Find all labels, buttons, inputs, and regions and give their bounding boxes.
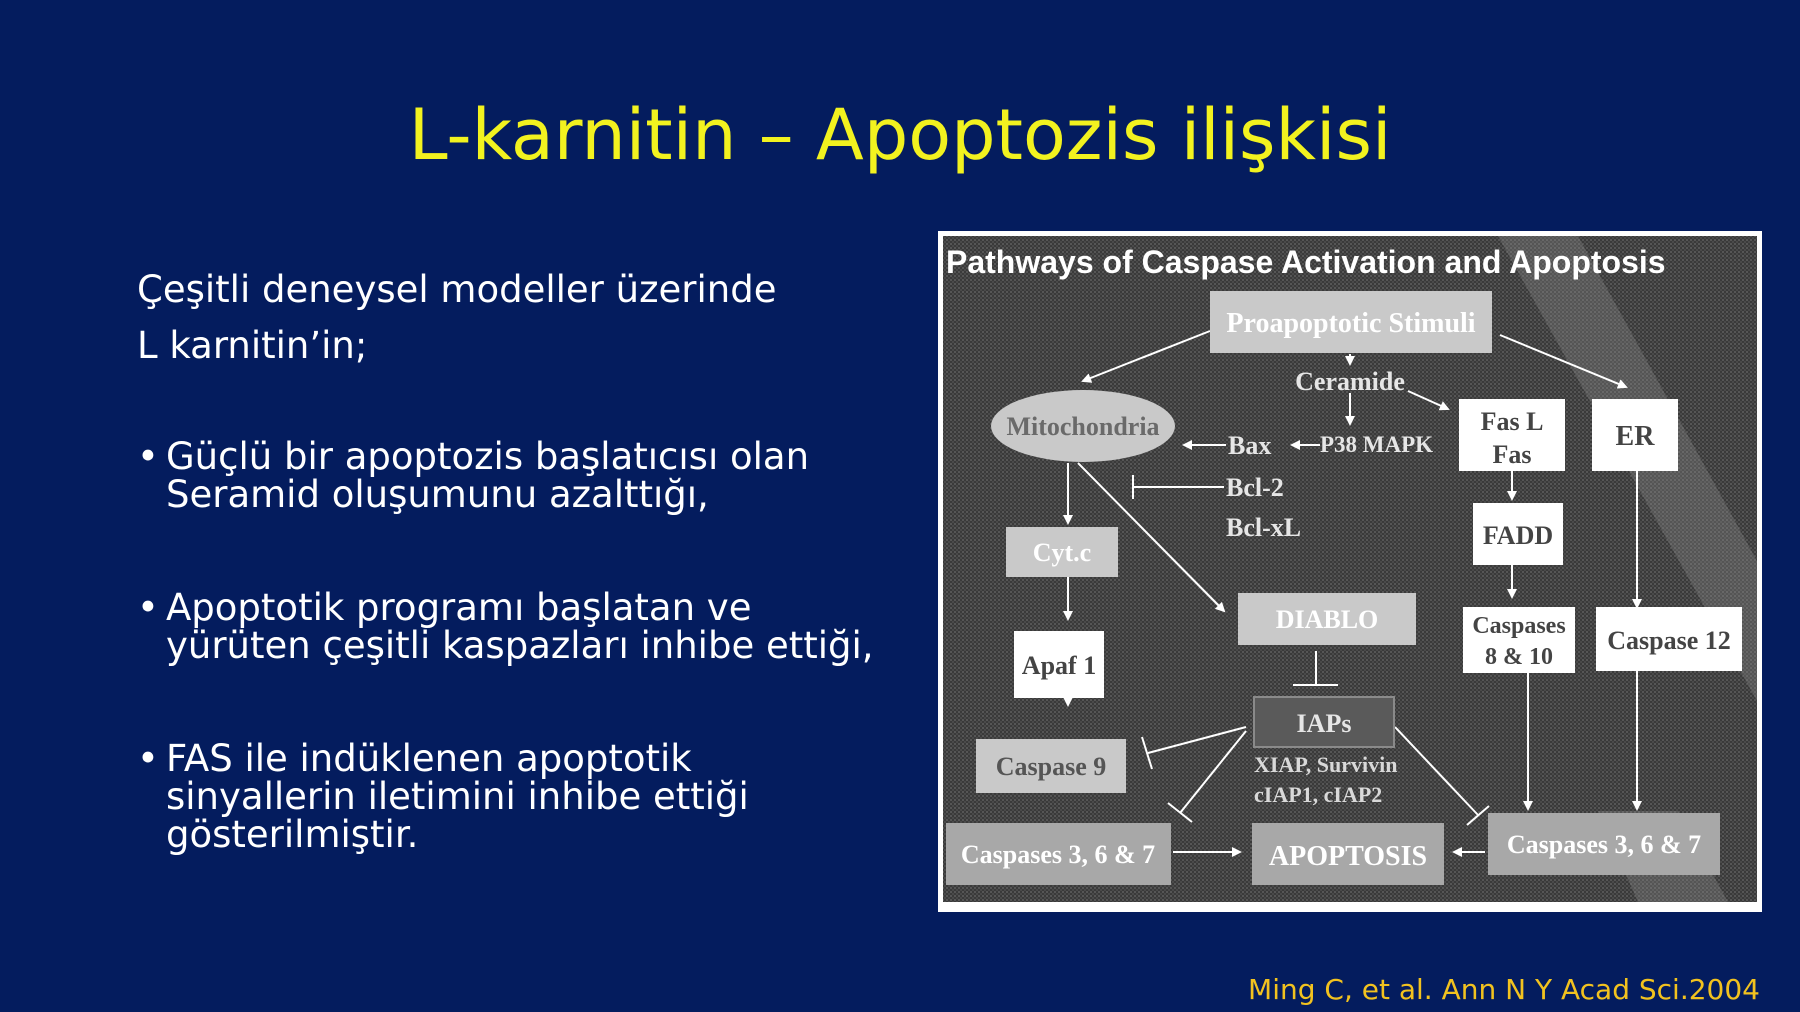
svg-text:Caspases: Caspases: [1472, 613, 1566, 639]
node-diablo: [1238, 593, 1416, 645]
node-apaf1: [1014, 631, 1104, 698]
svg-text:IAPs: IAPs: [1296, 709, 1352, 738]
iaps-members-2: cIAP1, cIAP2: [1254, 782, 1383, 807]
node-fadd: [1473, 503, 1563, 565]
node-er: [1592, 399, 1678, 471]
svg-text:Mitochondria: Mitochondria: [1006, 412, 1160, 441]
svg-text:Cyt.c: Cyt.c: [1032, 538, 1092, 567]
node-apoptosis: [1252, 823, 1444, 885]
node-bcl2: Bcl-2: [1226, 473, 1284, 502]
slide-title: L-karnitin – Apoptozis ilişkisi: [408, 94, 1392, 176]
node-bclxl: Bcl-xL: [1226, 513, 1302, 542]
svg-text:Caspases 3, 6 & 7: Caspases 3, 6 & 7: [960, 840, 1156, 869]
svg-text:Apaf 1: Apaf 1: [1021, 651, 1097, 680]
node-iaps: [1254, 697, 1394, 747]
bullet-list: [137, 435, 877, 929]
bullet-fas: • FAS ile indüklenen apoptotik sinyallerin iletimini inhibe ettiği gösterilmiştir.: [137, 740, 877, 854]
node-caspase-9: [976, 739, 1126, 793]
node-mitochondria: [991, 390, 1175, 462]
svg-text:Caspase 12: Caspase 12: [1607, 626, 1731, 655]
svg-text:APOPTOSIS: APOPTOSIS: [1268, 841, 1428, 872]
svg-text:Proapoptotic Stimuli: Proapoptotic Stimuli: [1226, 308, 1476, 339]
node-caspases-367-right: [1488, 813, 1720, 875]
node-caspase-12: [1596, 607, 1742, 671]
svg-text:Fas L: Fas L: [1480, 407, 1544, 436]
node-fas: [1459, 399, 1565, 471]
svg-text:FADD: FADD: [1482, 521, 1554, 550]
svg-text:Fas: Fas: [1492, 440, 1532, 469]
svg-text:Caspases 3, 6 & 7: Caspases 3, 6 & 7: [1506, 830, 1702, 859]
intro-line-2: L karnitin’in;: [137, 324, 368, 367]
node-caspases-367-left: [946, 823, 1171, 885]
intro-line-1: Çeşitli deneysel modeller üzerinde: [137, 268, 777, 311]
pathway-diagram: [938, 231, 1762, 912]
diagram-title: Pathways of Caspase Activation and Apoptosis: [946, 244, 1666, 280]
node-caspases-8-10: [1463, 607, 1575, 673]
pathway-figure: [938, 231, 1762, 912]
svg-text:Caspase 9: Caspase 9: [995, 752, 1107, 781]
bullet-caspases: • Apoptotik programı başlatan ve yürüten çeşitli kaspazları inhibe ettiği,: [137, 589, 877, 665]
node-bax: Bax: [1228, 431, 1272, 460]
node-ceramide: Ceramide: [1295, 367, 1405, 396]
svg-text:ER: ER: [1615, 421, 1655, 452]
intro-text: [137, 262, 776, 374]
svg-text:DIABLO: DIABLO: [1275, 605, 1379, 634]
svg-text:8 & 10: 8 & 10: [1485, 644, 1553, 670]
iaps-members-1: XIAP, Survivin: [1254, 752, 1398, 777]
bullet-ceramide: • Güçlü bir apoptozis başlatıcısı olan Seramid oluşumunu azalttığı,: [137, 438, 877, 514]
node-cytc: [1006, 527, 1118, 577]
node-stimuli: [1210, 291, 1492, 353]
node-p38-mapk: P38 MAPK: [1320, 432, 1434, 457]
citation: Ming C, et al. Ann N Y Acad Sci.2004: [1248, 973, 1760, 1006]
